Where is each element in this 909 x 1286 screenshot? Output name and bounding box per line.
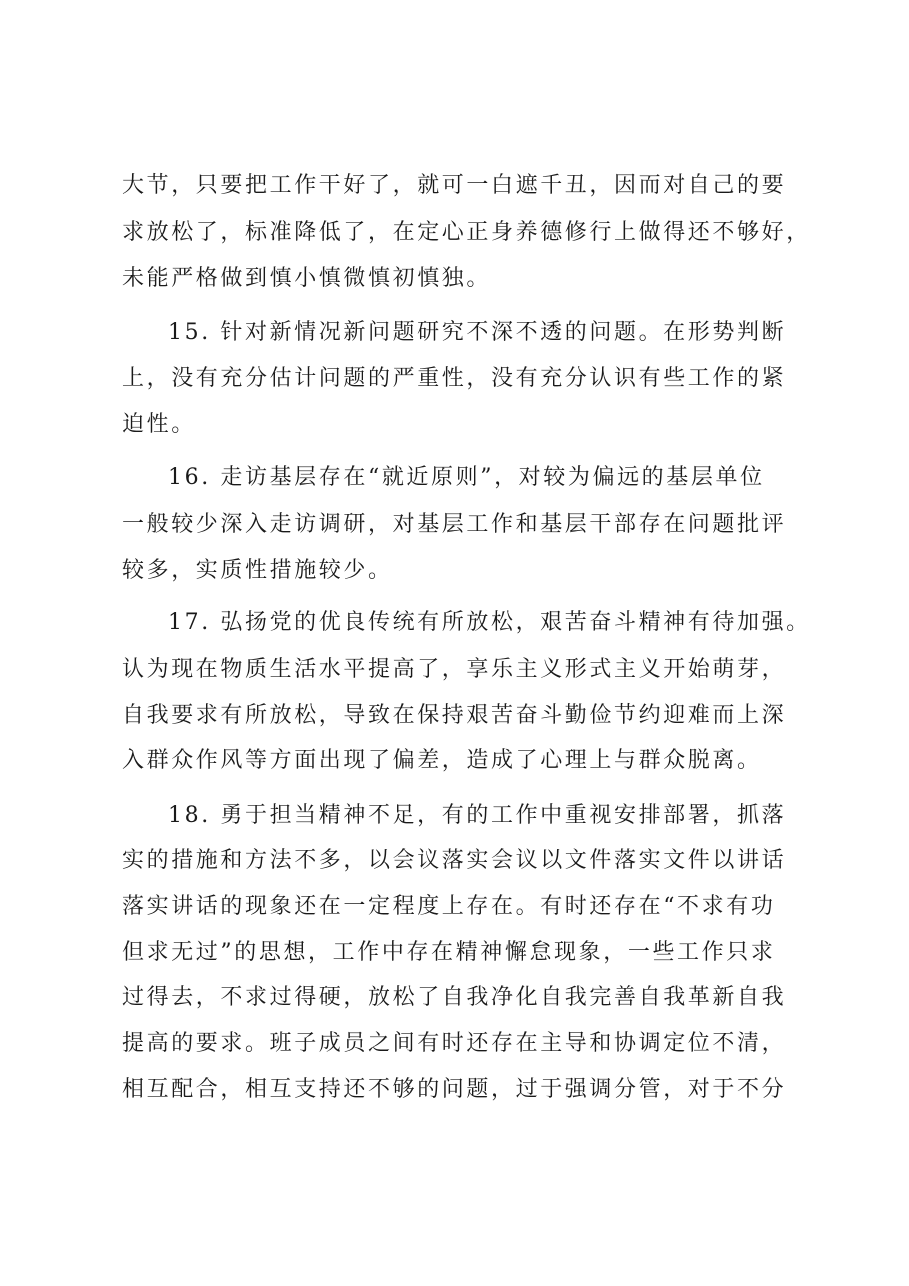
text-line: 一般较少深入走访调研，对基层工作和基层干部存在问题批评 [122, 512, 787, 537]
item-18-heading: 18. 勇于担当精神不足，有的工作中重视安排部署，抓落 [168, 803, 787, 828]
text-line: 相互配合，相互支持还不够的问题，过于强调分管，对于不分 [122, 1077, 787, 1102]
text-line: 求放松了，标准降低了，在定心正身养德修行上做得还不够好， [122, 220, 811, 245]
text-line: 较多，实质性措施较少。 [122, 558, 393, 583]
text-line: 大节，只要把工作干好了，就可一白遮千丑，因而对自己的要 [122, 173, 787, 198]
text-line: 认为现在物质生活水平提高了，享乐主义形式主义开始萌芽， [122, 657, 787, 682]
item-17-heading: 17. 弘扬党的优良传统有所放松，艰苦奋斗精神有待加强。 [168, 610, 811, 635]
text-line: 提高的要求。班子成员之间有时还存在主导和协调定位不清， [122, 1031, 787, 1056]
text-line: 上，没有充分估计问题的严重性，没有充分认识有些工作的紧 [122, 366, 787, 391]
item-16-heading: 16. 走访基层存在“就近原则”，对较为偏远的基层单位 [168, 465, 765, 490]
text-line: 未能严格做到慎小慎微慎初慎独。 [122, 266, 492, 291]
text-line: 自我要求有所放松，导致在保持艰苦奋斗勤俭节约迎难而上深 [122, 703, 787, 728]
text-line: 但求无过”的思想，工作中存在精神懈怠现象，一些工作只求 [122, 940, 776, 965]
text-line: 迫性。 [122, 412, 196, 437]
text-line: 入群众作风等方面出现了偏差，造成了心理上与群众脱离。 [122, 748, 762, 773]
text-line: 过得去，不求过得硬，放松了自我净化自我完善自我革新自我 [122, 985, 787, 1010]
text-line: 落实讲话的现象还在一定程度上存在。有时还存在“不求有功 [122, 894, 776, 919]
item-15-heading: 15. 针对新情况新问题研究不深不透的问题。在形势判断 [168, 320, 787, 345]
text-line: 实的措施和方法不多，以会议落实会议以文件落实文件以讲话 [122, 848, 787, 873]
